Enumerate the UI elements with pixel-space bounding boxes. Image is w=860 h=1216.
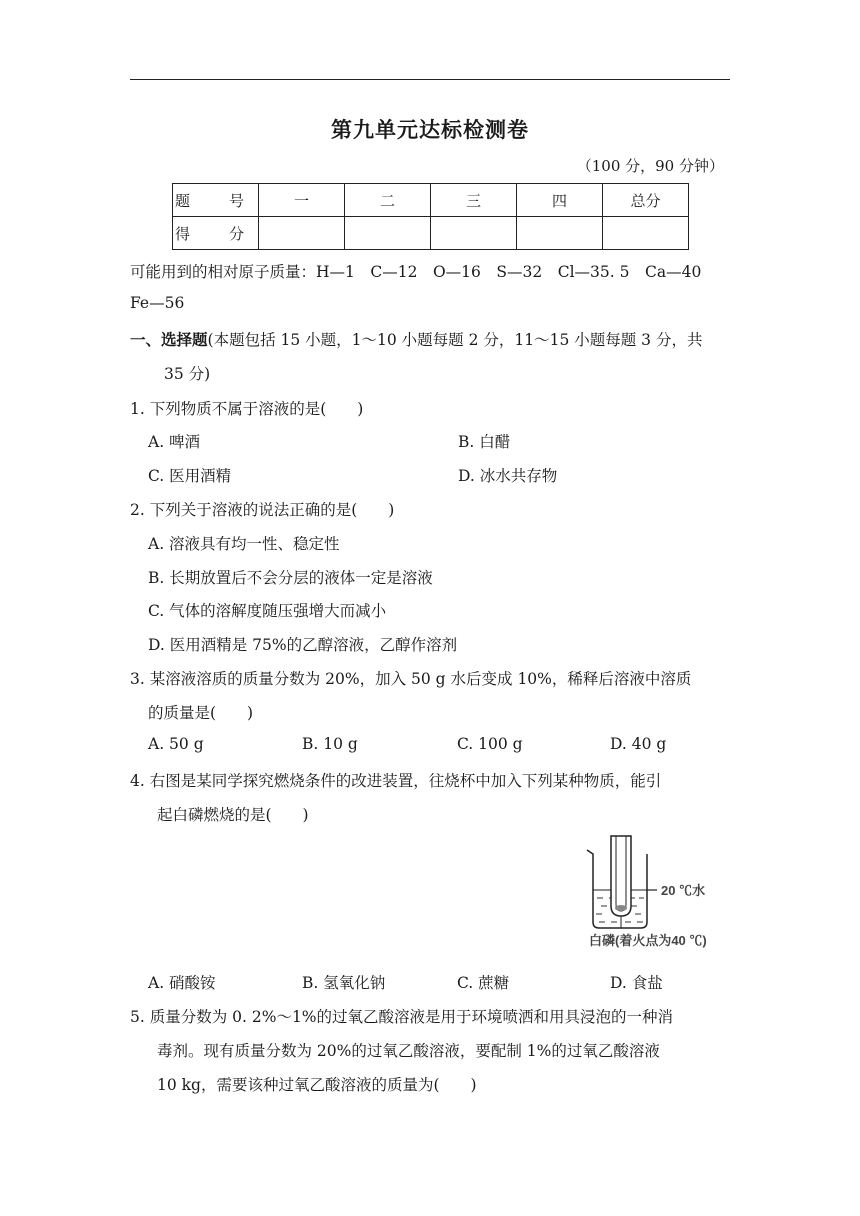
score-table-header-cell: 总分 bbox=[603, 184, 689, 217]
score-cell[interactable] bbox=[603, 217, 689, 250]
answer-option[interactable]: B. 10 g bbox=[302, 735, 358, 753]
question-stem: 4. 右图是某同学探究燃烧条件的改进装置，往烧杯中加入下列某种物质，能引 bbox=[130, 772, 662, 790]
score-table bbox=[172, 183, 689, 250]
question-stem-cont: 10 kg，需要该种过氧乙酸溶液的质量为( ) bbox=[157, 1076, 477, 1094]
answer-option[interactable]: D. 40 g bbox=[610, 735, 667, 753]
answer-option[interactable]: B. 白醋 bbox=[458, 433, 511, 451]
answer-option[interactable]: C. 医用酒精 bbox=[148, 467, 232, 485]
question-stem: 1. 下列物质不属于溶液的是( ) bbox=[130, 400, 364, 418]
score-table-header-cell: 三 bbox=[431, 184, 517, 217]
score-table-row-label: 得 分 bbox=[173, 217, 259, 250]
section-description: (本题包括 15 小题，1～10 小题每题 2 分，11～15 小题每题 3 分，共 bbox=[207, 331, 703, 349]
answer-option[interactable]: C. 蔗糖 bbox=[457, 974, 510, 992]
answer-option[interactable]: D. 食盐 bbox=[610, 974, 663, 992]
answer-option[interactable]: C. 气体的溶解度随压强增大而减小 bbox=[148, 602, 387, 620]
answer-option[interactable]: A. 啤酒 bbox=[148, 433, 201, 451]
combustion-apparatus-figure bbox=[585, 832, 735, 958]
page-title: 第九单元达标检测卷 bbox=[331, 117, 529, 142]
answer-option[interactable]: C. 100 g bbox=[457, 735, 523, 753]
question-stem-cont: 起白磷燃烧的是( ) bbox=[157, 806, 309, 824]
answer-option[interactable]: A. 50 g bbox=[148, 735, 204, 753]
atomic-masses-line: Fe—56 bbox=[130, 294, 185, 312]
question-stem-cont: 的质量是( ) bbox=[148, 704, 254, 722]
atomic-masses-line: 可能用到的相对原子质量：H—1 C—12 O—16 S—32 Cl—35. 5 Ca—40 bbox=[130, 263, 702, 281]
question-stem: 5. 质量分数为 0. 2%～1%的过氧乙酸溶液是用于环境喷洒和用具浸泡的一种消 bbox=[130, 1008, 674, 1026]
score-cell[interactable] bbox=[431, 217, 517, 250]
score-cell[interactable] bbox=[345, 217, 431, 250]
score-table-score-row bbox=[173, 217, 689, 250]
answer-option[interactable]: D. 医用酒精是 75%的乙醇溶液，乙醇作溶剂 bbox=[148, 636, 458, 654]
section-title: 一、选择题 bbox=[130, 330, 208, 349]
water-label: 20 ℃水 bbox=[661, 883, 706, 898]
score-table-header-row bbox=[173, 184, 689, 217]
answer-option[interactable]: B. 氢氧化钠 bbox=[302, 974, 386, 992]
question-stem: 2. 下列关于溶液的说法正确的是( ) bbox=[130, 501, 395, 519]
answer-option[interactable]: D. 冰水共存物 bbox=[458, 467, 558, 485]
question-stem: 3. 某溶液溶质的质量分数为 20%，加入 50 g 水后变成 10%，稀释后溶液中溶质 bbox=[130, 670, 692, 688]
question-stem-cont: 毒剂。现有质量分数为 20%的过氧乙酸溶液，要配制 1%的过氧乙酸溶液 bbox=[157, 1042, 660, 1060]
score-table-header-cell: 四 bbox=[517, 184, 603, 217]
test-tube bbox=[611, 836, 631, 916]
answer-option[interactable]: A. 硝酸铵 bbox=[148, 974, 216, 992]
score-table-header-cell: 一 bbox=[259, 184, 345, 217]
score-cell[interactable] bbox=[517, 217, 603, 250]
score-cell[interactable] bbox=[259, 217, 345, 250]
answer-option[interactable]: A. 溶液具有均一性、稳定性 bbox=[148, 535, 340, 553]
header-rule bbox=[130, 79, 730, 80]
section-heading bbox=[130, 328, 702, 350]
white-phosphorus bbox=[615, 905, 627, 911]
score-table-header-cell: 二 bbox=[345, 184, 431, 217]
score-table-header-label: 题 号 bbox=[173, 184, 259, 217]
exam-info: （100 分，90 分钟） bbox=[576, 157, 724, 175]
section-description-cont: 35 分) bbox=[164, 365, 211, 383]
phosphorus-label: 白磷(着火点为40 ℃) bbox=[589, 933, 707, 948]
answer-option[interactable]: B. 长期放置后不会分层的液体一定是溶液 bbox=[148, 569, 433, 587]
